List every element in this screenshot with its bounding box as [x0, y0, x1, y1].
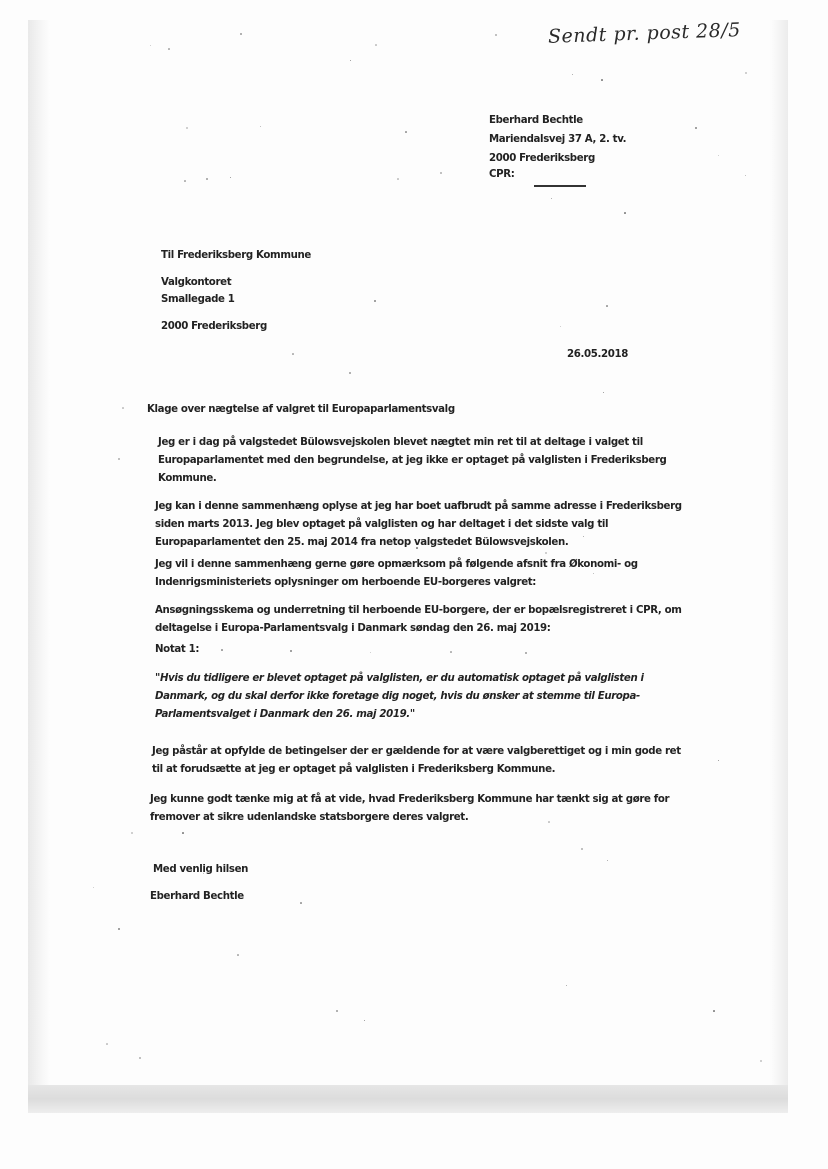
paragraph-line: Kommune.: [158, 472, 217, 484]
scan-speck: [745, 72, 747, 74]
scan-speck: [695, 127, 697, 129]
scan-shadow-left: [28, 20, 50, 1110]
scan-speck: [450, 651, 452, 653]
scan-speck: [168, 48, 170, 50]
scan-speck: [230, 177, 231, 178]
scan-speck: [405, 131, 407, 133]
scan-speck: [624, 212, 626, 214]
scan-speck: [551, 198, 552, 199]
scan-speck: [495, 34, 497, 36]
scan-speck: [718, 760, 719, 761]
scan-speck: [572, 74, 573, 75]
paragraph-line: fremover at sikre udenlandske statsborgere deres valgret.: [150, 811, 469, 823]
scan-speck: [760, 1060, 762, 1062]
closing-signature: Eberhard Bechtle: [150, 891, 244, 902]
scan-speck: [260, 126, 261, 127]
recipient-department: Valgkontoret: [161, 277, 232, 288]
paragraph-line: deltagelse i Europa-Parlamentsvalg i Danmark søndag den 26. maj 2019:: [155, 622, 551, 634]
quote-line: Parlamentsvalget i Danmark den 26. maj 2019.": [155, 708, 415, 720]
scan-speck: [370, 652, 371, 653]
paragraph-line: Europaparlamentet med den begrundelse, at jeg ikke er optaget på valglisten i Frederiksberg: [158, 454, 667, 466]
scan-speck: [364, 1020, 365, 1021]
letter-date: 26.05.2018: [567, 349, 628, 360]
scan-speck: [186, 127, 188, 129]
cpr-redaction-mark: [534, 185, 586, 187]
scan-speck: [240, 33, 242, 35]
scan-speck: [397, 178, 399, 180]
scan-speck: [606, 305, 608, 307]
closing-greeting: Med venlig hilsen: [153, 864, 249, 875]
scan-speck: [292, 353, 294, 355]
scan-speck: [607, 860, 608, 861]
scan-speck: [290, 650, 292, 652]
letter-subject: Klage over nægtelse af valgret til Europaparlamentsvalg: [147, 404, 455, 415]
scan-speck: [350, 60, 351, 61]
scan-speck: [184, 180, 186, 182]
scan-speck: [139, 1057, 141, 1059]
paragraph-line: siden marts 2013. Jeg blev optaget på valglisten og har deltaget i det sidste valg til: [155, 518, 609, 530]
scan-speck: [713, 1010, 715, 1012]
paragraph-line: til at forudsætte at jeg er optaget på valglisten i Frederiksberg Kommune.: [152, 763, 556, 775]
notat-label: Notat 1:: [155, 644, 200, 655]
scan-speck: [206, 178, 208, 180]
scan-speck: [131, 832, 133, 834]
scan-speck: [118, 458, 120, 460]
scan-speck: [601, 79, 603, 81]
paragraph-1: [158, 434, 666, 487]
paragraph-5: [152, 743, 681, 779]
paragraph-line: Jeg vil i denne sammenhæng gerne gøre opmærksom på følgende afsnit fra Økonomi- og: [155, 559, 638, 570]
paragraph-line: Jeg kan i denne sammenhæng oplyse at jeg har boet uafbrudt på samme adresse i Frederiksberg: [155, 501, 682, 512]
scan-speck: [560, 326, 561, 327]
sender-name: Eberhard Bechtle: [489, 115, 583, 126]
scan-speck: [300, 902, 302, 904]
paragraph-line: Jeg kunne godt tænke mig at få at vide, hvad Frederiksberg Kommune har tænkt sig at gøre for: [150, 794, 670, 805]
quote-line: "Hvis du tidligere er blevet optaget på valglisten, er du automatisk optaget på valglisten i: [155, 673, 644, 684]
recipient-street: Smallegade 1: [161, 294, 235, 305]
scan-speck: [93, 887, 94, 888]
scan-shadow-right: [770, 20, 788, 1110]
scan-speck: [745, 175, 746, 176]
paragraph-3: [155, 556, 638, 592]
scan-speck: [525, 652, 527, 654]
paragraph-line: Ansøgningsskema og underretning til herboende EU-borgere, der er bopælsregistreret i CPR, om: [155, 605, 682, 616]
quoted-note: [155, 670, 644, 723]
scan-speck: [150, 45, 151, 46]
scan-speck: [581, 848, 583, 850]
sender-street: Mariendalsvej 37 A, 2. tv.: [489, 134, 627, 145]
scan-speck: [374, 300, 376, 302]
scan-speck: [221, 649, 223, 651]
scan-speck: [118, 928, 120, 930]
paragraph-line: Jeg påstår at opfylde de betingelser der er gældende for at være valgberettiget og i min gode ret: [152, 746, 681, 757]
recipient-to: Til Frederiksberg Kommune: [161, 250, 311, 261]
scan-speck: [718, 155, 719, 156]
paragraph-line: Indenrigsministeriets oplysninger om herboende EU-borgeres valgret:: [155, 576, 537, 588]
scan-speck: [603, 392, 604, 393]
scan-shadow-bottom: [28, 1085, 788, 1113]
paragraph-6: [150, 791, 669, 827]
sender-city: 2000 Frederiksberg: [489, 153, 595, 164]
handwritten-note: Sendt pr. post 28/5: [547, 19, 742, 48]
paragraph-line: Europaparlamentet den 25. maj 2014 fra netop valgstedet Bülowsvejskolen.: [155, 536, 569, 548]
scan-speck: [122, 407, 124, 409]
scan-speck: [545, 552, 547, 554]
scan-speck: [237, 954, 239, 956]
quote-line: Danmark, og du skal derfor ikke foretage dig noget, hvis du ønsker at stemme til Europa-: [155, 690, 640, 702]
paragraph-2: [155, 498, 682, 551]
scan-speck: [336, 1010, 338, 1012]
scan-speck: [375, 44, 377, 46]
scan-speck: [566, 985, 567, 986]
scan-speck: [440, 172, 442, 174]
recipient-city: 2000 Frederiksberg: [161, 321, 267, 332]
scan-speck: [182, 832, 184, 834]
paragraph-4: [155, 602, 682, 638]
scan-speck: [349, 372, 351, 374]
scan-speck: [106, 1043, 108, 1045]
paragraph-line: Jeg er i dag på valgstedet Bülowsvejskolen blevet nægtet min ret til at deltage i valget til: [158, 437, 643, 448]
sender-cpr-label: CPR:: [489, 169, 515, 180]
